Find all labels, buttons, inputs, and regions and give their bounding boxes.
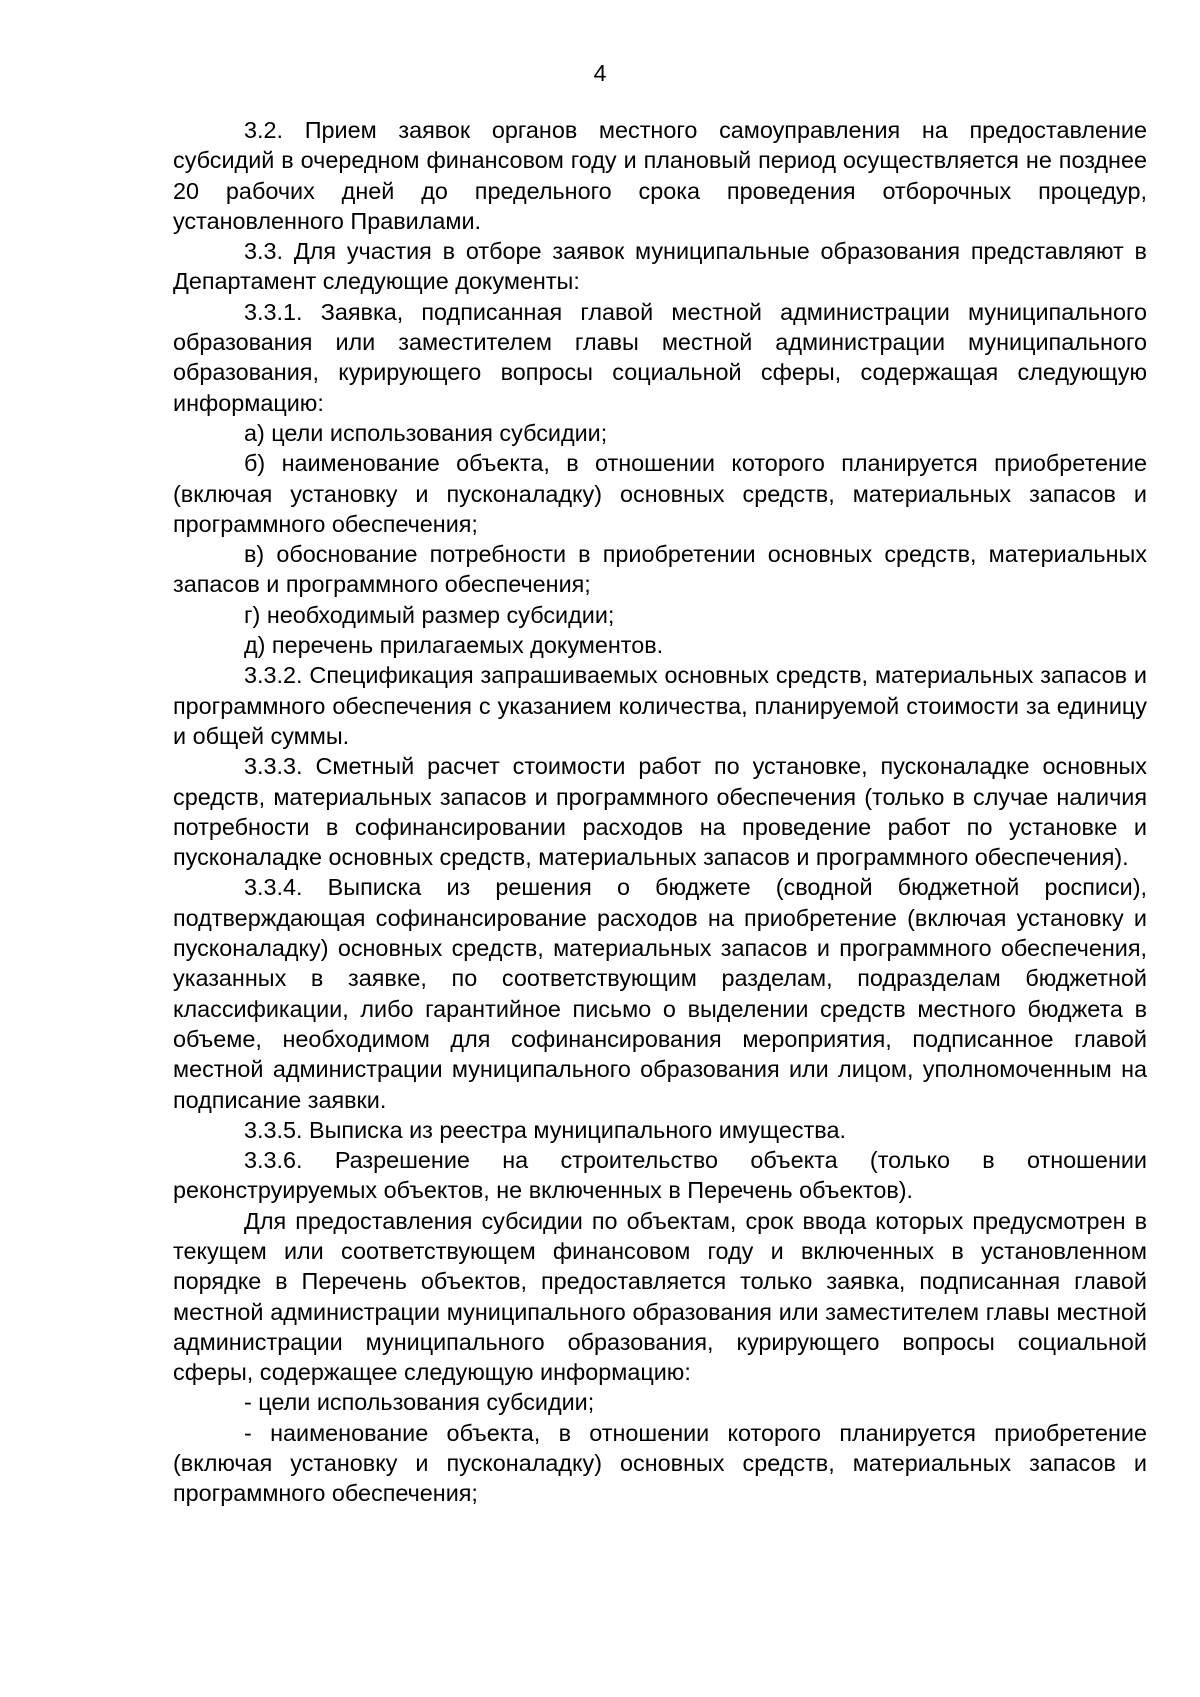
list-item-g: г) необходимый размер субсидии; xyxy=(244,601,615,628)
paragraph-3-3-5: 3.3.5. Выписка из реестра муниципального имущества. xyxy=(244,1116,846,1143)
dash-item-goals: - цели использования субсидии; xyxy=(244,1389,595,1416)
paragraph-3-3-2: 3.3.2. Спецификация запрашиваемых основных средств, материальных запасов и программного обеспечения с указанием количества, планируемой стоимости за единицу и общей суммы. xyxy=(173,662,1147,749)
paragraph-3-2: 3.2. Прием заявок органов местного самоуправления на предоставление субсидий в очередном финансовом году и плановый период осуществляется не позднее 20 рабочих дней до предельного срока проведения отборочных процедур, установленного Правилами. xyxy=(173,117,1147,234)
paragraph-3-3-3: 3.3.3. Сметный расчет стоимости работ по установке, пусконаладке основных средств, материальных запасов и программного обеспечения (только в случае наличия потребности в софинансировании расходов на проведение работ по установке и пусконаладке основных средств, материальных запасов и программного обеспечения). xyxy=(173,753,1147,871)
document-body xyxy=(173,115,1147,1509)
list-item-v: в) обоснование потребности в приобретении основных средств, материальных запасов и программного обеспечения; xyxy=(173,541,1147,598)
dash-item-object-name: - наименование объекта, в отношении которого планируется приобретение (включая установку и пусконаладку) основных средств, материальных запасов и программного обеспечения; xyxy=(173,1419,1147,1507)
list-item-d: д) перечень прилагаемых документов. xyxy=(244,632,664,659)
paragraph-3-3-4: 3.3.4. Выписка из решения о бюджете (сводной бюджетной росписи), подтверждающая софинансирование расходов на приобретение (включая установку и пусконаладку) основных средств, материальных запасов и программного обеспечения, указанных в заявке, по соответствующим разделам, подразделам бюджетной классификации, либо гарантийное письмо о выделении средств местного бюджета в объеме, необходимом для софинансирования мероприятия, подписанное главой местной администрации муниципального образования или лицом, уполномоченным на подписание заявки. xyxy=(173,874,1147,1113)
paragraph-subsidy-objects: Для предоставления субсидии по объектам, срок ввода которых предусмотрен в текущем или соответствующем финансовом году и включенных в установленном порядке в Перечень объектов, предоставляется только заявка, подписанная главой местной администрации муниципального образования или заместителем главы местной администрации муниципального образования, курирующего вопросы социальной сферы, содержащее следующую информацию: xyxy=(173,1207,1147,1386)
paragraph-3-3: 3.3. Для участия в отборе заявок муниципальные образования представляют в Департамент следующие документы: xyxy=(173,238,1147,295)
paragraph-3-3-1: 3.3.1. Заявка, подписанная главой местной администрации муниципального образования или заместителем главы местной администрации муниципального образования, курирующего вопросы социальной сферы, содержащая следующую информацию: xyxy=(173,298,1147,416)
paragraph-3-3-6: 3.3.6. Разрешение на строительство объекта (только в отношении реконструируемых объектов, не включенных в Перечень объектов). xyxy=(173,1147,1147,1204)
page-number: 4 xyxy=(593,60,607,86)
list-item-a: а) цели использования субсидии; xyxy=(244,419,608,446)
list-item-b: б) наименование объекта, в отношении которого планируется приобретение (включая установку и пусконаладку) основных средств, материальных запасов и программного обеспечения; xyxy=(173,450,1147,537)
